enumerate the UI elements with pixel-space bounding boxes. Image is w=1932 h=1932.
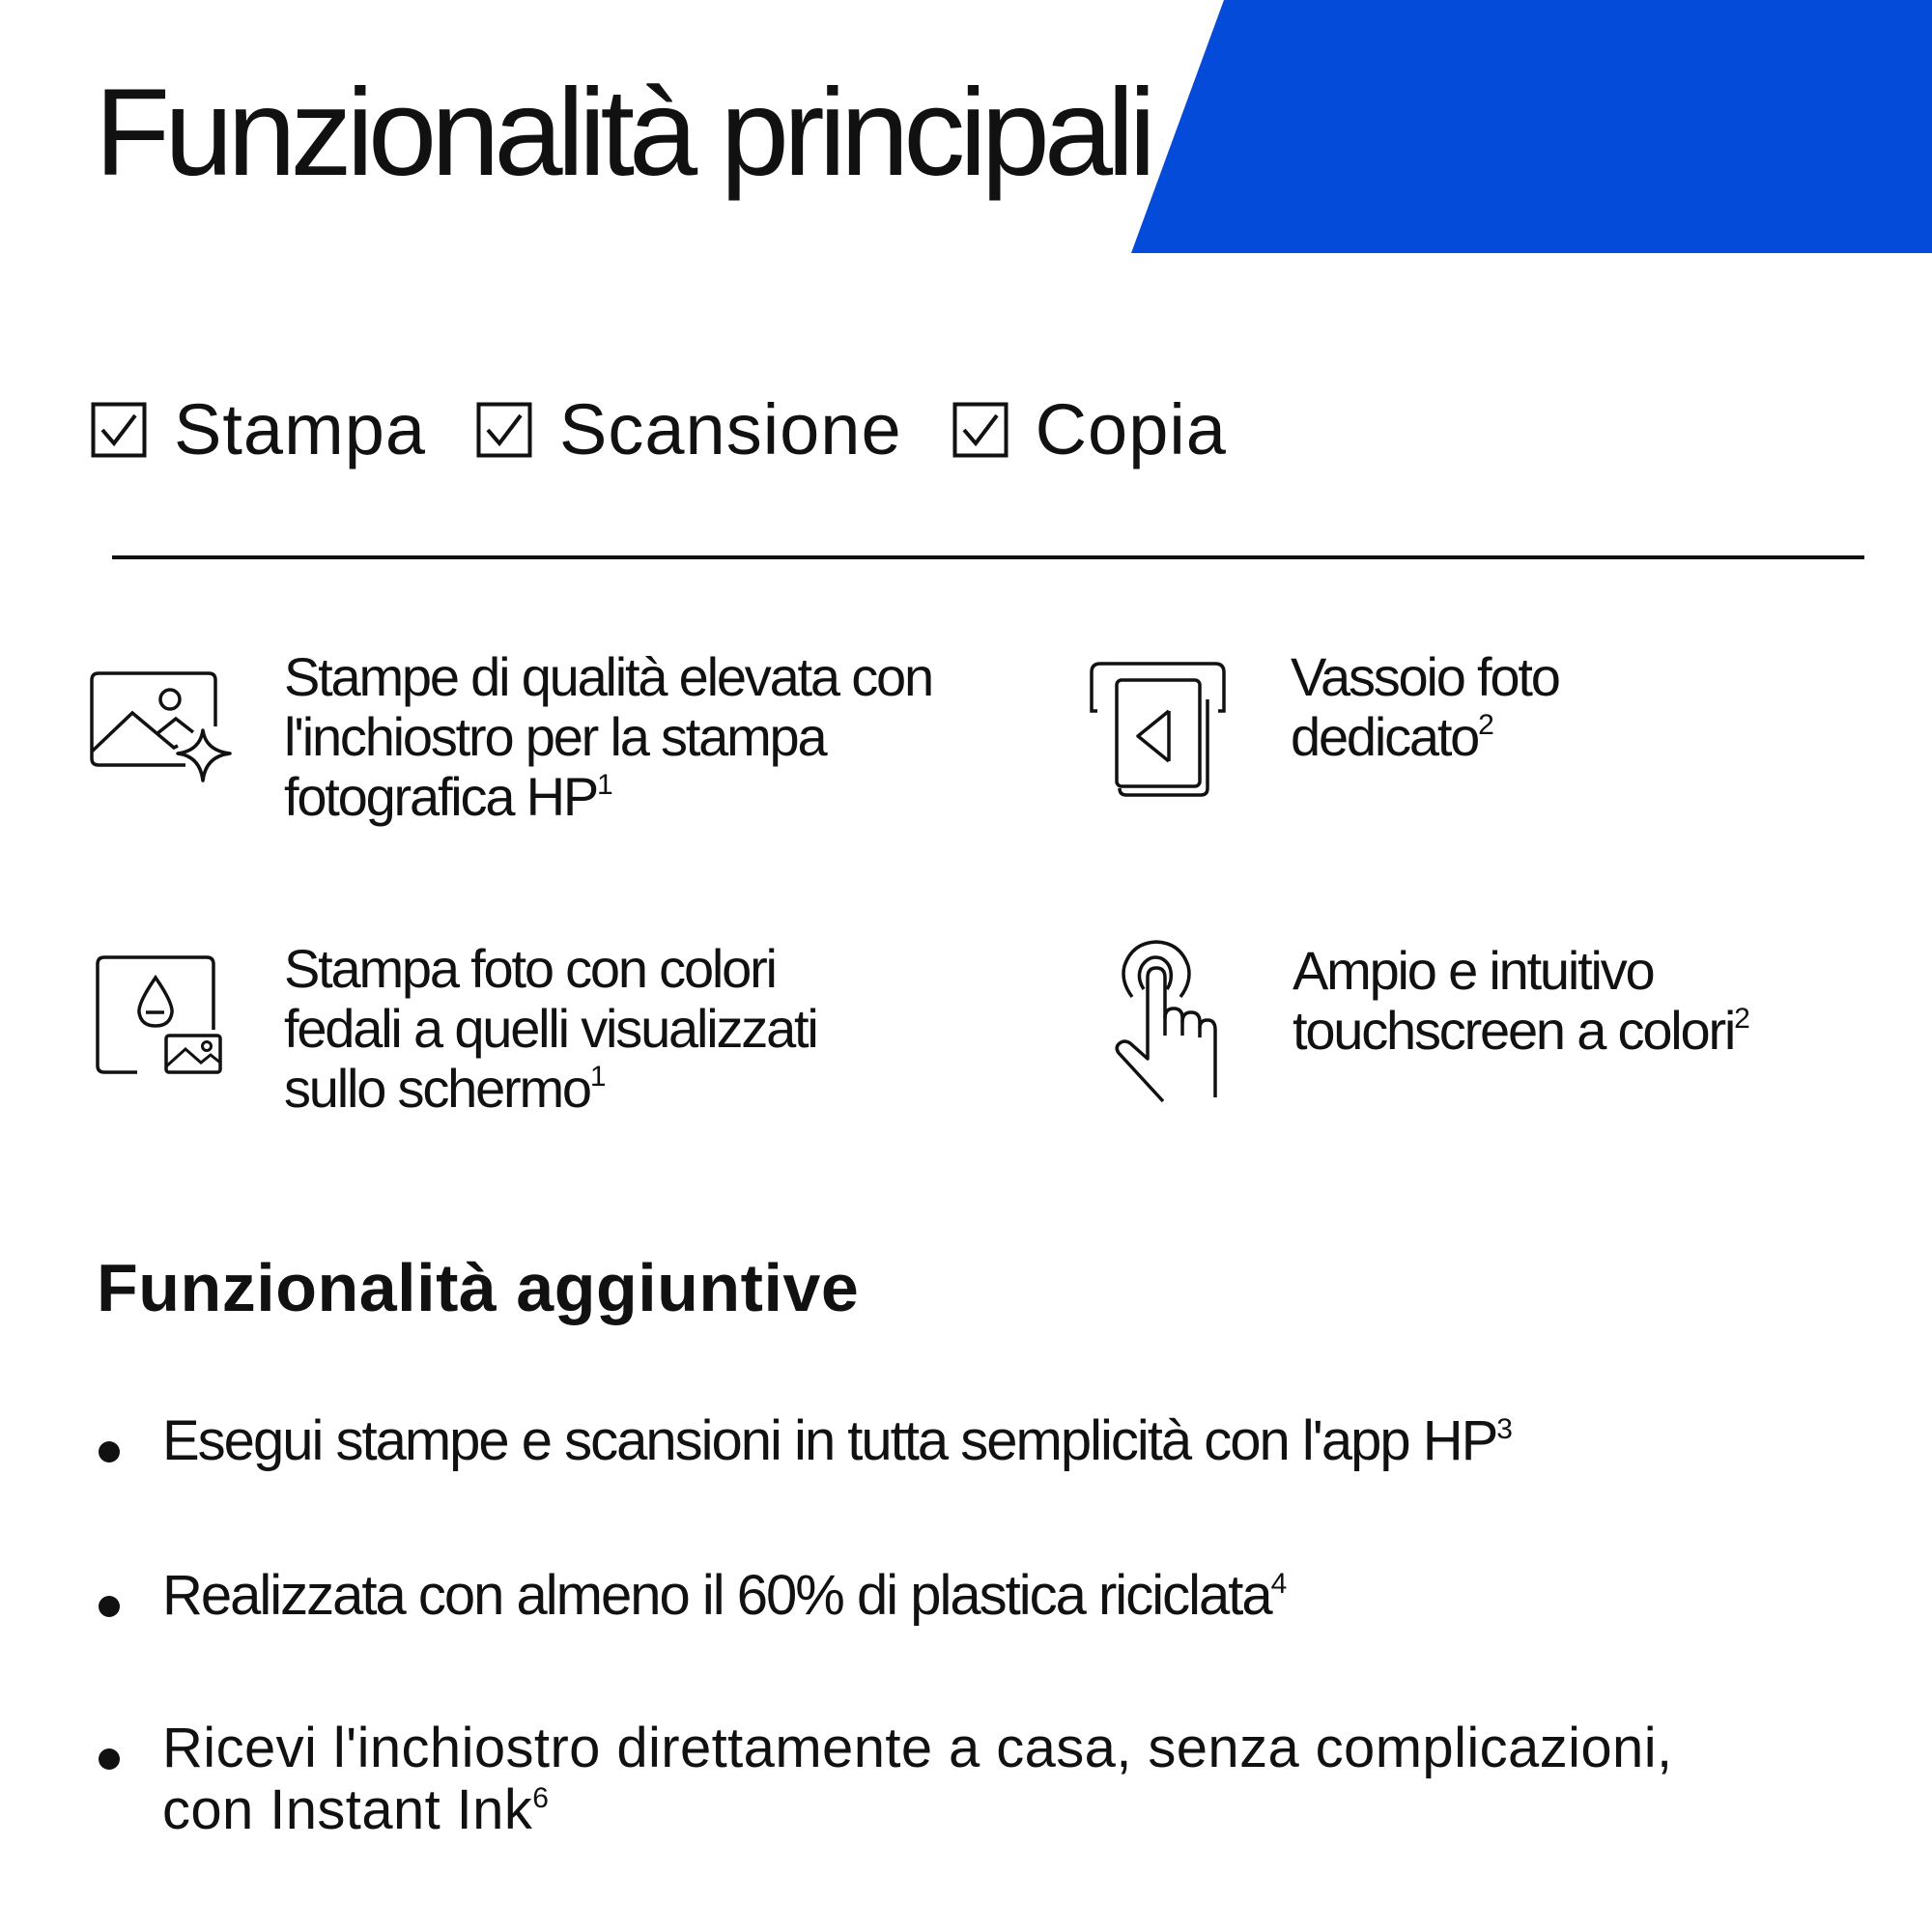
list-item-text (162, 1565, 1287, 1627)
list-item-text (162, 1718, 1673, 1841)
touch-tap-icon (1111, 939, 1236, 1103)
capability-label: Copia (1035, 389, 1227, 469)
feature-line: Stampa foto con colori (284, 938, 776, 999)
footnote-marker: 1 (597, 769, 613, 801)
footnote-marker: 6 (532, 1782, 549, 1814)
feature-text (284, 939, 817, 1119)
feature-line: l'inchiostro per la stampa (284, 706, 826, 767)
feature-line: Stampe di qualità elevata con (284, 646, 932, 707)
list-item-line: Realizzata con almeno il 60% di plastica riciclata (162, 1564, 1271, 1627)
capability-copy (952, 389, 1227, 469)
checkbox-checked-icon (91, 402, 147, 458)
section-title: Funzionalità aggiuntive (97, 1250, 860, 1325)
accent-parallelogram (1131, 0, 1932, 253)
feature-line: dedicato (1291, 706, 1479, 767)
feature-text (1291, 647, 1559, 767)
feature-line: Ampio e intuitivo (1293, 940, 1654, 1001)
feature-line: fedali a quelli visualizzati (284, 998, 817, 1059)
feature-line: fotografica HP (284, 766, 598, 827)
bullet-icon (99, 1441, 120, 1463)
photo-sparkle-icon (89, 667, 234, 786)
bullet-icon (99, 1596, 120, 1617)
capability-scan (476, 389, 902, 469)
feature-line: sullo schermo (284, 1058, 590, 1119)
list-item-line: Esegui stampe e scansioni in tutta semplicità con l'app HP (162, 1409, 1497, 1472)
list-item-line: Ricevi l'inchiostro direttamente a casa, senza complicazioni, (162, 1717, 1673, 1779)
footnote-marker: 3 (1496, 1413, 1513, 1445)
footnote-marker: 2 (1478, 709, 1494, 741)
photo-tray-icon (1088, 659, 1229, 800)
page-title: Funzionalità principali (95, 64, 1151, 202)
feature-line: touchscreen a colori (1293, 1000, 1735, 1061)
capability-print (91, 389, 427, 469)
capability-label: Scansione (559, 389, 902, 469)
feature-line: Vassoio foto (1291, 646, 1559, 707)
checkbox-checked-icon (952, 402, 1009, 458)
feature-text (284, 647, 932, 827)
section-divider (112, 555, 1864, 559)
list-item-line: con Instant Ink (162, 1778, 533, 1841)
ink-drop-photo-icon (95, 954, 226, 1076)
footnote-marker: 1 (589, 1061, 607, 1093)
bullet-icon (99, 1748, 120, 1770)
checkbox-checked-icon (476, 402, 532, 458)
capability-label: Stampa (174, 389, 427, 469)
list-item-text (162, 1410, 1513, 1472)
capability-list (91, 389, 1277, 469)
footnote-marker: 2 (1734, 1003, 1750, 1035)
feature-text (1293, 941, 1750, 1061)
footnote-marker: 4 (1270, 1568, 1288, 1600)
